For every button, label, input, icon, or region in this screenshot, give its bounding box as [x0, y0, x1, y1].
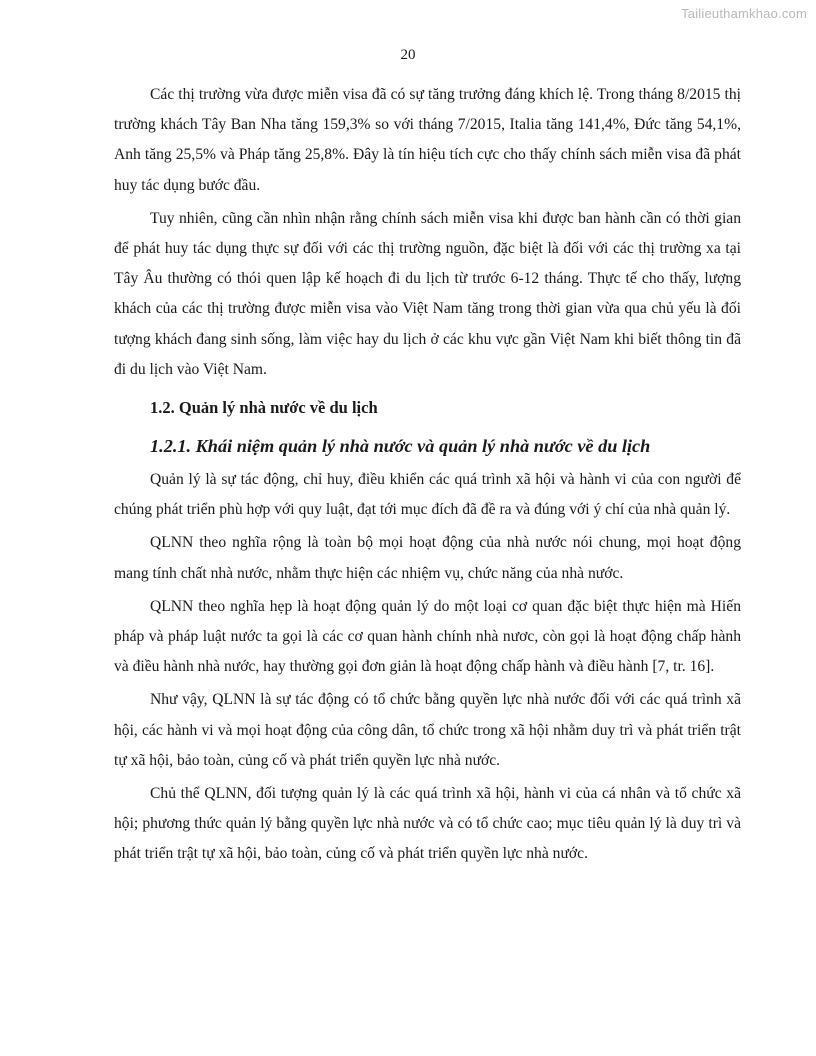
paragraph: Như vậy, QLNN là sự tác động có tổ chức bằng quyền lực nhà nước đối với các quá trình xã hội, các hành vi và mọi hoạt động của công dân, tổ chức trong xã hội nhằm duy trì và phát triển trật tự xã hội, bảo toàn, củng cố và phát triển quyền lực nhà nước. — [114, 691, 741, 769]
paragraph: Chủ thể QLNN, đối tượng quản lý là các quá trình xã hội, hành vi của cá nhân và tổ chức xã hội; phương thức quản lý bằng quyền lực nhà nước và có tổ chức cao; mục tiêu quản lý là duy trì và phát triển trật tự xã hội, bảo toàn, củng cố và phát triển quyền lực nhà nước. — [114, 785, 741, 863]
paragraph: Các thị trường vừa được miễn visa đã có sự tăng trưởng đáng khích lệ. Trong tháng 8/2015 thị trường khách Tây Ban Nha tăng 159,3% so với tháng 7/2015, Italia tăng 141,4%, Đức tăng 54,1%, Anh tăng 25,5% và Pháp tăng 25,8%. Đây là tín hiệu tích cực cho thấy chính sách miễn visa đã phát huy tác dụng bước đầu. — [114, 86, 741, 194]
paragraph: Quản lý là sự tác động, chỉ huy, điều khiển các quá trình xã hội và hành vi của con người để chúng phát triển phù hợp với quy luật, đạt tới mục đích đã đề ra và đúng với ý chí của nhà quản lý. — [114, 471, 741, 519]
document-body — [114, 80, 741, 873]
section-heading: 1.2. Quản lý nhà nước về du lịch — [150, 398, 378, 418]
page-number: 20 — [400, 47, 416, 63]
paragraph: QLNN theo nghĩa hẹp là hoạt động quản lý do một loại cơ quan đặc biệt thực hiện mà Hiến pháp và pháp luật nước ta gọi là các cơ quan hành chính nhà nươc, còn gọi là hoạt động chấp hành và điều hành nhà nước, hay thường gọi đơn giản là hoạt động chấp hành và điều hành [7, tr. 16]. — [114, 597, 741, 676]
subsection-heading: 1.2.1. Khái niệm quản lý nhà nước và quản lý nhà nước về du lịch — [150, 436, 651, 457]
watermark: Tailieuthamkhao.com — [681, 6, 807, 21]
paragraph: QLNN theo nghĩa rộng là toàn bộ mọi hoạt động của nhà nước nói chung, mọi hoạt động mang tính chất nhà nước, nhằm thực hiện các nhiệm vụ, chức năng của nhà nước. — [114, 534, 741, 582]
paragraph: Tuy nhiên, cũng cần nhìn nhận rằng chính sách miễn visa khi được ban hành cần có thời gian để phát huy tác dụng thực sự đối với các thị trường nguồn, đặc biệt là đối với các thị trường xa tại Tây Âu thường có thói quen lập kế hoạch đi du lịch từ trước 6-12 tháng. Thực tế cho thấy, lượng khách của các thị trường được miễn visa vào Việt Nam tăng trong thời gian vừa qua chủ yếu là đối tượng khách đang sinh sống, làm việc hay du lịch ở các khu vực gần Việt Nam khi biết thông tin đã đi du lịch vào Việt Nam. — [114, 209, 741, 378]
